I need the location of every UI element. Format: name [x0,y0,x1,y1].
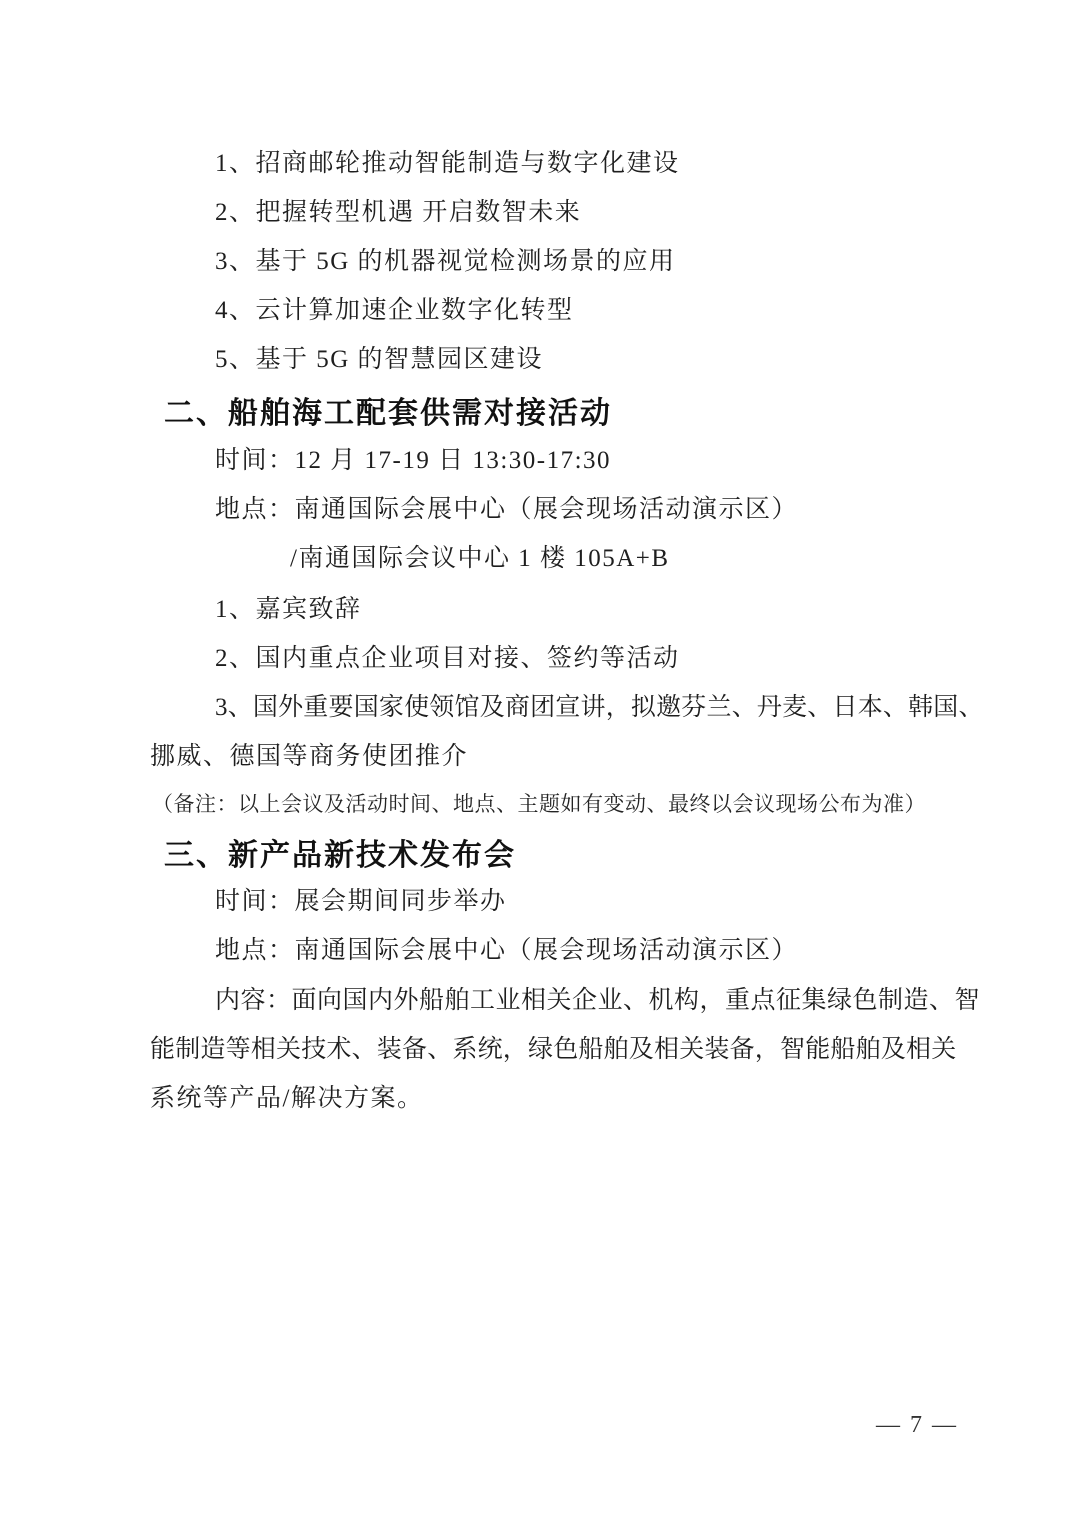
section-two-heading: 二、船舶海工配套供需对接活动 [164,397,612,430]
section-three-content-line2: 能制造等相关技术、装备、系统，绿色船舶及相关装备，智能船舶及相关 [150,1036,957,1063]
section-two-item-3-line2: 挪威、德国等商务使团推介 [150,743,469,770]
section-two-location-line2: /南通国际会议中心 1 楼 105A+B [290,545,670,572]
conference-topic-3: 3、基于 5G 的机器视觉检测场景的应用 [215,248,676,275]
conference-topic-4: 4、云计算加速企业数字化转型 [215,297,574,324]
section-two-location-line1: 地点：南通国际会展中心（展会现场活动演示区） [215,496,799,523]
section-two-item-2: 2、国内重点企业项目对接、签约等活动 [215,645,680,672]
page-number: — 7 — [876,1412,958,1438]
conference-topic-2: 2、把握转型机遇 开启数智未来 [215,199,582,226]
conference-topic-5: 5、基于 5G 的智慧园区建设 [215,346,544,373]
section-three-location: 地点：南通国际会展中心（展会现场活动演示区） [215,937,799,964]
section-three-content-line1: 内容：面向国内外船舶工业相关企业、机构，重点征集绿色制造、智 [215,987,981,1014]
section-two-item-3-line1: 3、国外重要国家使领馆及商团宣讲，拟邀芬兰、丹麦、日本、韩国、 [215,694,984,721]
conference-topic-1: 1、招商邮轮推动智能制造与数字化建设 [215,150,680,177]
section-three-time: 时间：展会期间同步举办 [215,888,507,915]
section-two-item-1: 1、嘉宾致辞 [215,596,362,623]
section-two-time: 时间：12 月 17-19 日 13:30-17:30 [215,447,612,474]
section-three-heading: 三、新产品新技术发布会 [164,839,516,872]
section-two-note: （备注：以上会议及活动时间、地点、主题如有变动、最终以会议现场公布为准） [152,792,926,816]
section-three-content-line3: 系统等产品/解决方案。 [150,1085,424,1112]
